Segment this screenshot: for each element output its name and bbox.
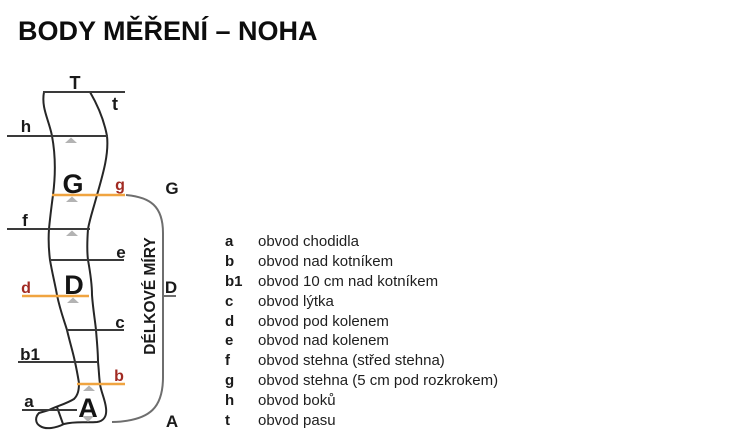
label-D-big: D	[64, 270, 84, 300]
legend-text: obvod boků	[258, 392, 336, 410]
legend-item-g	[225, 372, 498, 392]
legend-text: obvod pod kolenem	[258, 312, 389, 330]
legend-text: obvod lýtka	[258, 292, 334, 310]
label-e: e	[116, 243, 126, 262]
bracket-label-G: G	[165, 179, 179, 198]
bracket-title-vertical: DÉLKOVÉ MÍRY	[142, 237, 159, 355]
label-T: T	[69, 73, 81, 93]
page-title: BODY MĚŘENÍ – NOHA	[18, 16, 318, 46]
marker-triangle-b	[83, 386, 95, 392]
legend-item-c	[225, 293, 498, 313]
legend-text: obvod chodidla	[258, 233, 359, 250]
bracket-label-D: D	[164, 278, 178, 297]
legend-text: obvod pasu	[258, 412, 336, 430]
legend-letter: c	[225, 292, 234, 310]
label-f: f	[22, 211, 28, 230]
label-d-red: d	[21, 280, 31, 297]
marker-triangle-f	[66, 231, 78, 237]
label-a: a	[24, 392, 34, 411]
legend-letter: f	[225, 352, 230, 370]
legend-text: obvod 10 cm nad kotníkem	[258, 272, 439, 290]
legend-letter: b1	[225, 272, 243, 290]
label-A-big: A	[78, 393, 98, 423]
legend-item-d	[225, 313, 498, 333]
legend-item-t	[225, 412, 498, 432]
legend-letter: d	[225, 312, 235, 330]
label-b-red: b	[114, 368, 124, 385]
legend-text: obvod stehna (střed stehna)	[258, 352, 445, 370]
label-h: h	[20, 117, 32, 136]
legend-item-h	[225, 392, 498, 412]
legend-item-e	[225, 332, 498, 352]
label-g-red: g	[115, 177, 125, 194]
legend-item-a	[225, 233, 498, 253]
label-G-big: G	[62, 169, 84, 199]
label-b1: b1	[20, 345, 40, 364]
legend-letter: h	[225, 392, 235, 410]
legend-letter: t	[225, 412, 230, 430]
label-t: t	[112, 94, 118, 114]
legend-item-f	[225, 352, 498, 372]
legend-letter: b	[225, 252, 235, 270]
legend-letter: a	[225, 233, 234, 250]
marker-triangle-h	[65, 138, 77, 144]
legend-text: obvod stehna (5 cm pod rozkrokem)	[258, 372, 499, 390]
legend-text: obvod nad kolenem	[258, 332, 389, 350]
legend-text: obvod nad kotníkem	[258, 252, 394, 270]
legend	[225, 233, 498, 432]
legend-item-b	[225, 253, 498, 273]
legend-letter: e	[225, 332, 234, 350]
bracket-label-A: A	[165, 412, 179, 431]
label-c: c	[115, 313, 125, 332]
legend-letter: g	[225, 372, 235, 390]
legend-item-b1	[225, 273, 498, 293]
